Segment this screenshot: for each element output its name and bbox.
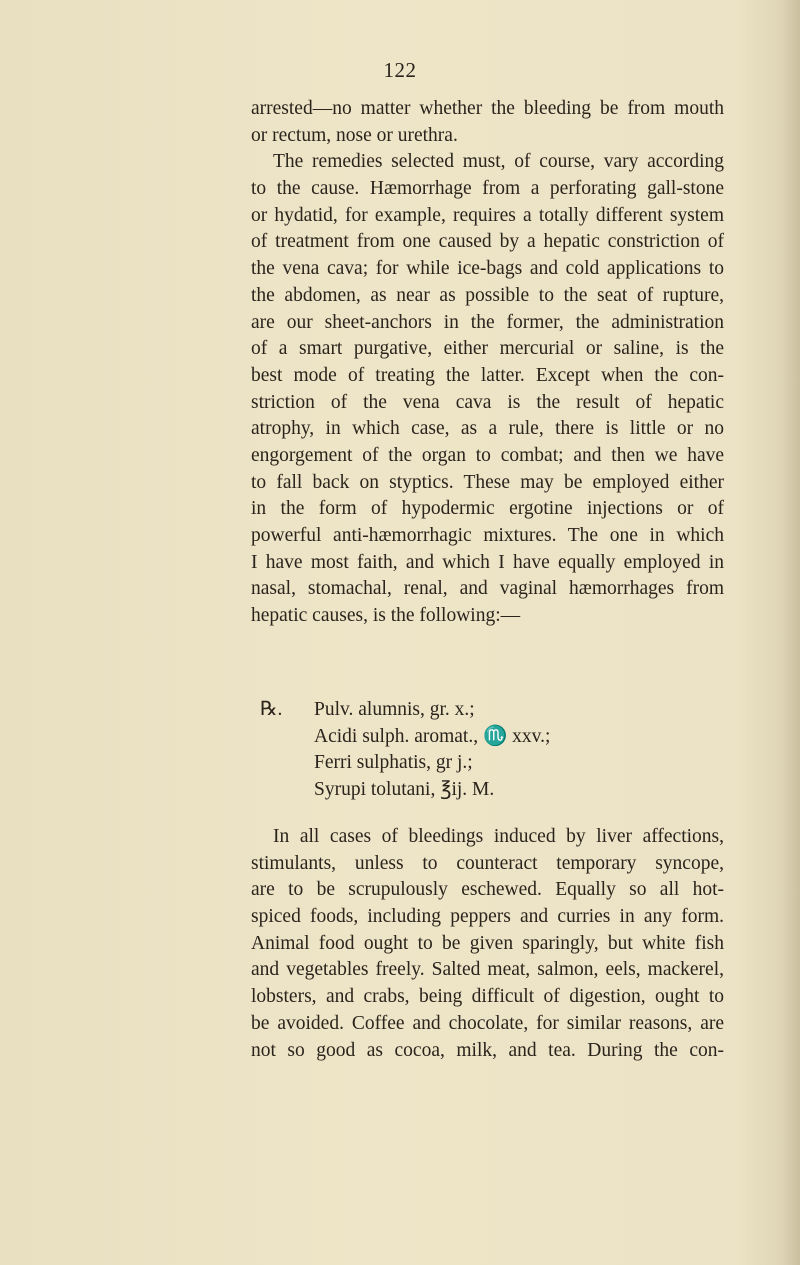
prescription-formula [260,697,720,803]
text-line: stimulants, unless to counteract temporary syncope, [251,852,724,874]
text-line: powerful anti-hæmorrhagic mixtures. The one in which [251,525,724,546]
text-line: hepatic causes, is the following:— [251,605,521,627]
text-line: spiced foods, including peppers and curries in any form. [251,906,724,928]
text-line: atrophy, in which case, as a rule, there is little or no [251,418,724,440]
text-line: to fall back on styptics. These may be employed either [251,471,724,493]
text-block-top [251,96,724,630]
text-line: nasal, stomachal, renal, and vaginal hæmorrhages from [251,578,724,600]
text-line: not so good as cocoa, milk, and tea. During the con- [251,1039,724,1061]
recipe-symbol: ℞. [260,699,283,720]
formula-ingredient: Ferri sulphatis, gr j.; [314,752,473,773]
formula-line [260,697,720,724]
text-line: or hydatid, for example, requires a totally different system [251,204,724,226]
text-line: be avoided. Coffee and chocolate, for similar reasons, are [251,1012,724,1034]
text-line: arrested—no matter whether the bleeding be from mouth [251,98,724,119]
text-line: of treatment from one caused by a hepatic constriction of [251,231,724,253]
text-line: The remedies selected must, of course, vary according [273,151,724,173]
text-line: of a smart purgative, either mercurial or saline, is the [251,338,724,360]
text-line: lobsters, and crabs, being difficult of digestion, ought to [251,986,724,1008]
text-line: the abdomen, as near as possible to the seat of rupture, [251,284,724,306]
page-edge-shadow [782,0,800,1265]
text-line: in the form of hypodermic ergotine injections or of [251,498,724,520]
text-line: are our sheet-anchors in the former, the administration [251,311,724,333]
text-line: In all cases of bleedings induced by liver affections, [273,826,724,847]
text-line: and vegetables freely. Salted meat, salmon, eels, mackerel, [251,959,724,981]
text-line: best mode of treating the latter. Except when the con- [251,364,724,386]
text-line: the vena cava; for while ice-bags and cold applications to [251,258,724,280]
text-line: are to be scrupulously eschewed. Equally so all hot- [251,879,724,901]
formula-ingredient: Syrupi tolutani, ℥ij. M. [314,778,495,800]
formula-ingredient: Acidi sulph. aromat., ♏ xxv.; [314,725,551,747]
text-line: or rectum, nose or urethra. [251,124,458,146]
text-line: engorgement of the organ to combat; and then we have [251,444,724,466]
text-line: Animal food ought to be given sparingly, but white fish [251,932,724,954]
formula-ingredient: Pulv. alumnis, gr. x.; [314,699,475,720]
page-number: 122 [383,58,417,82]
text-line: striction of the vena cava is the result of hepatic [251,391,724,413]
text-block-bottom [251,824,724,1064]
text-line: to the cause. Hæmorrhage from a perforating gall-stone [251,178,724,200]
text-line: I have most faith, and which I have equally employed in [251,551,724,573]
